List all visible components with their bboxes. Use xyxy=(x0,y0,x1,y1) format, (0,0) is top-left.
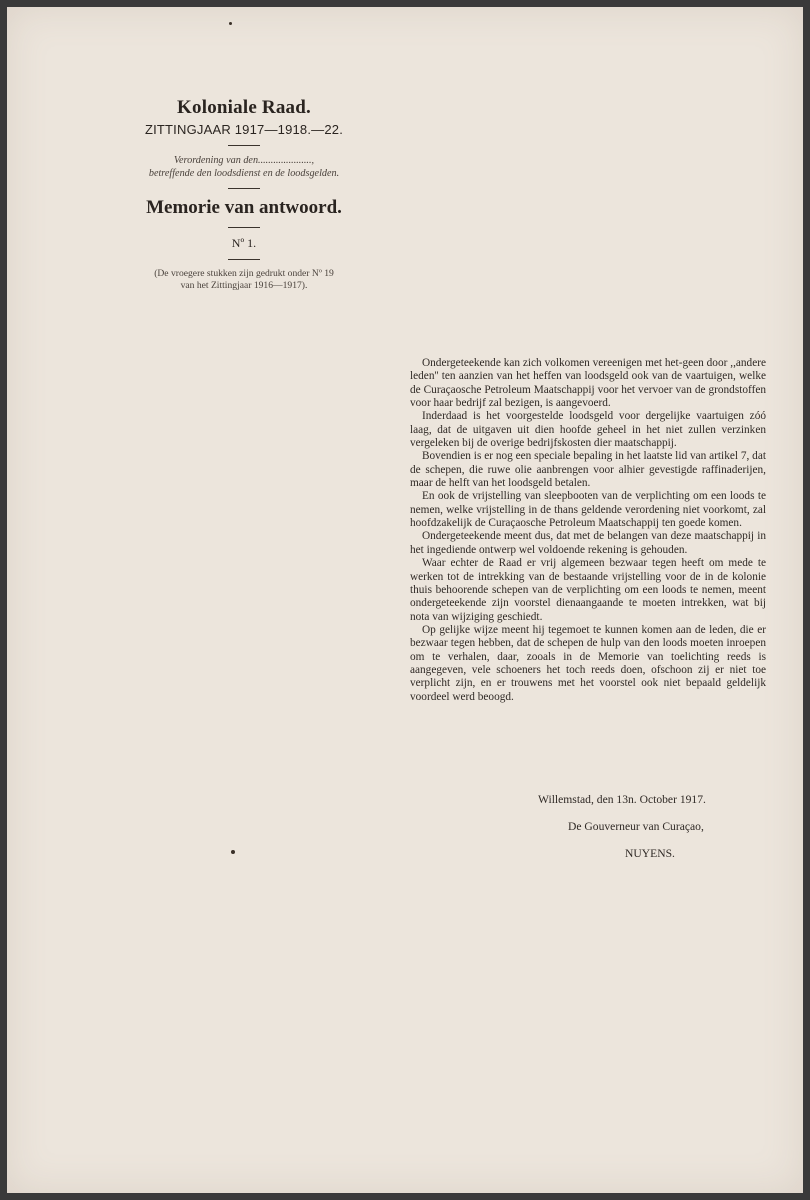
divider xyxy=(228,259,260,260)
divider xyxy=(228,145,260,146)
margin-dot-left xyxy=(231,850,235,854)
ordinance-line: betreffende den loodsdienst en de loodsgelden. xyxy=(148,168,340,179)
paragraph: En ook de vrijstelling van sleepbooten van de verplichting om een loods te nemen, welke vrijstelling in de thans geldende verordening niet voorkomt, zal hoofdzakelijk de Curaçaosche Petroleum Maatschappij ten goede komen. xyxy=(410,490,766,530)
note-line: van het Zittingjaar 1916—1917). xyxy=(180,280,308,291)
signatory-name: NUYENS. xyxy=(625,847,675,860)
document-number: Nº 1. xyxy=(231,236,257,250)
reference-note xyxy=(113,268,375,292)
document-page xyxy=(7,7,803,1193)
margin-dot-top xyxy=(229,22,232,25)
paragraph: Ondergeteekende kan zich volkomen vereenigen met het-geen door ,,andere leden'' ten aanzien van het heffen van loodsgeld ook van de vaartuigen, welke de Curaçaosche Petroleum Maatschappij voor het vervoer van de grondstoffen voor haar bedrijf zal bezigen, is aangevoerd. xyxy=(410,357,766,410)
paragraph: Inderdaad is het voorgestelde loodsgeld voor dergelijke vaartuigen zóó laag, dat de uitgaven uit dien hoofde geheel in het niet zullen verzinken vergeleken bij de overige bedrijfskosten dier maatschappij. xyxy=(410,410,766,450)
paragraph: Bovendien is er nog een speciale bepaling in het laatste lid van artikel 7, dat de schepen, die ruwe olie aanbrengen voor alhier gevestigde raffinaderijen, maar de helft van het loodsgeld betalen. xyxy=(410,450,766,490)
header-block xyxy=(113,97,375,292)
divider xyxy=(228,188,260,189)
signatory-title: De Gouverneur van Curaçao, xyxy=(568,820,704,833)
ordinance-line: Verordening van den....................., xyxy=(173,155,315,166)
council-title: Koloniale Raad. xyxy=(177,97,311,118)
bleed-through-title xyxy=(479,95,484,117)
body-text xyxy=(410,357,766,704)
paragraph: Waar echter de Raad er vrij algemeen bezwaar tegen heeft om mede te werken tot de intrekking van de bestaande vrijstelling voor de in de kolonie thuis behoorende schepen van de verplichting om een loods te nemen, meent ondergeteekende zijn voorstel dienaangaande te moeten intrekken, wat bij nota van wijziging geschiedt. xyxy=(410,557,766,623)
document-title: Memorie van antwoord. xyxy=(146,197,342,218)
note-line: (De vroegere stukken zijn gedrukt onder Nº 19 xyxy=(154,268,334,279)
place-date: Willemstad, den 13n. October 1917. xyxy=(538,793,706,806)
paragraph: Op gelijke wijze meent hij tegemoet te kunnen komen aan de leden, die er bezwaar tegen hebben, dat de schepen de hulp van den loods moeten inroepen om te verhalen, daar, zooals in de Memorie van toelichting reeds is aangegeven, vele schoeners het toch reeds doen, ofschoon zij er niet toe verplicht zijn, en er trouwens met het voorstel ook niet bepaald geldelijk voordeel werd beoogd. xyxy=(410,623,766,703)
paragraph: Ondergeteekende meent dus, dat met de belangen van deze maatschappij in het ingediende ontwerp wel voldoende rekening is gehouden. xyxy=(410,530,766,556)
ordinance-description xyxy=(113,154,375,180)
divider xyxy=(228,227,260,228)
session-year: ZITTINGJAAR 1917—1918.—22. xyxy=(144,122,344,137)
